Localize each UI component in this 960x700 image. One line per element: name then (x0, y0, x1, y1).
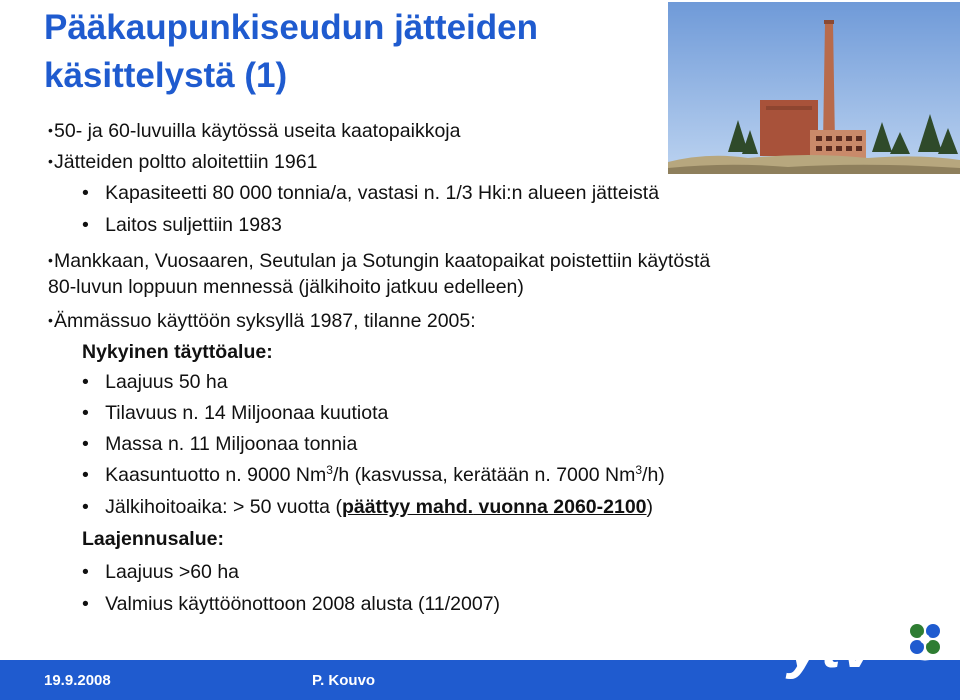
list-item: • Laajuus 50 ha (82, 371, 228, 393)
bullet-dot-icon: • (82, 593, 89, 615)
logo-text: ytv (788, 615, 875, 680)
emphasis-end: päättyy mahd. (341, 496, 474, 518)
bullet-dot-icon: • (48, 252, 53, 268)
ytv-logo (760, 610, 960, 700)
ytv-swirl-logo-icon (902, 616, 948, 662)
slide-title (44, 4, 644, 100)
list-item-continuation: 80-luvun loppuun mennessä (jälkihoito jatkuu edelleen) (48, 276, 524, 298)
section-heading-extension: Laajennusalue: (82, 528, 224, 550)
list-item: • Kapasiteetti 80 000 tonnia/a, vastasi n. 1/3 Hki:n alueen jätteistä (82, 182, 660, 204)
bullet-dot-icon: • (82, 496, 89, 518)
bullet-dot-icon: • (48, 312, 53, 328)
list-item: • Laitos suljettiin 1983 (82, 214, 282, 236)
list-item: •Mankkaan, Vuosaaren, Seutulan ja Sotungin kaatopaikat poistettiin käytöstä (48, 250, 711, 272)
incinerator-photo (668, 2, 960, 174)
footer-date: 19.9.2008 (44, 672, 111, 689)
list-item: •Ämmässuo käyttöön syksyllä 1987, tilanne 2005: (48, 310, 476, 332)
title-line-1: Pääkaupunkiseudun jätteiden (44, 8, 538, 47)
bullet-dot-icon: • (82, 214, 89, 236)
bullet-dot-icon: • (82, 464, 89, 486)
bullet-dot-icon: • (82, 433, 89, 455)
title-line-2: käsittelystä (1) (44, 56, 288, 95)
footer-author: P. Kouvo (312, 672, 376, 689)
list-item-gas: • Kaasuntuotto n. 9000 Nm$^3$/h (kasvussa, kerätään n. 7000 Nm$^3$/h) (82, 463, 665, 486)
list-item-aftercare: • Jälkihoitoaika: > 50 vuotta (päättyy mahd. vuonna 2060-2100) (82, 496, 654, 518)
list-item: •Jätteiden poltto aloitettiin 1961 (48, 151, 318, 173)
list-item: • Tilavuus n. 14 Miljoonaa kuutiota (82, 402, 389, 424)
list-item: • Massa n. 11 Miljoonaa tonnia (82, 433, 358, 455)
list-item: • Laajuus >60 ha (82, 561, 240, 583)
emphasis-years: vuonna 2060-2100 (478, 496, 647, 518)
bullet-dot-icon: • (82, 371, 89, 393)
bullet-dot-icon: • (82, 182, 89, 204)
bullet-dot-icon: • (82, 561, 89, 583)
section-heading-current: Nykyinen täyttöalue: (82, 341, 273, 363)
bullet-dot-icon: • (82, 402, 89, 424)
list-item: • Valmius käyttöönottoon 2008 alusta (11/2007) (82, 593, 501, 615)
incinerator-photo-image (668, 2, 960, 174)
list-item: •50- ja 60-luvuilla käytössä useita kaatopaikkoja (48, 120, 461, 142)
bullet-dot-icon: • (48, 122, 53, 138)
bullet-dot-icon: • (48, 153, 53, 169)
